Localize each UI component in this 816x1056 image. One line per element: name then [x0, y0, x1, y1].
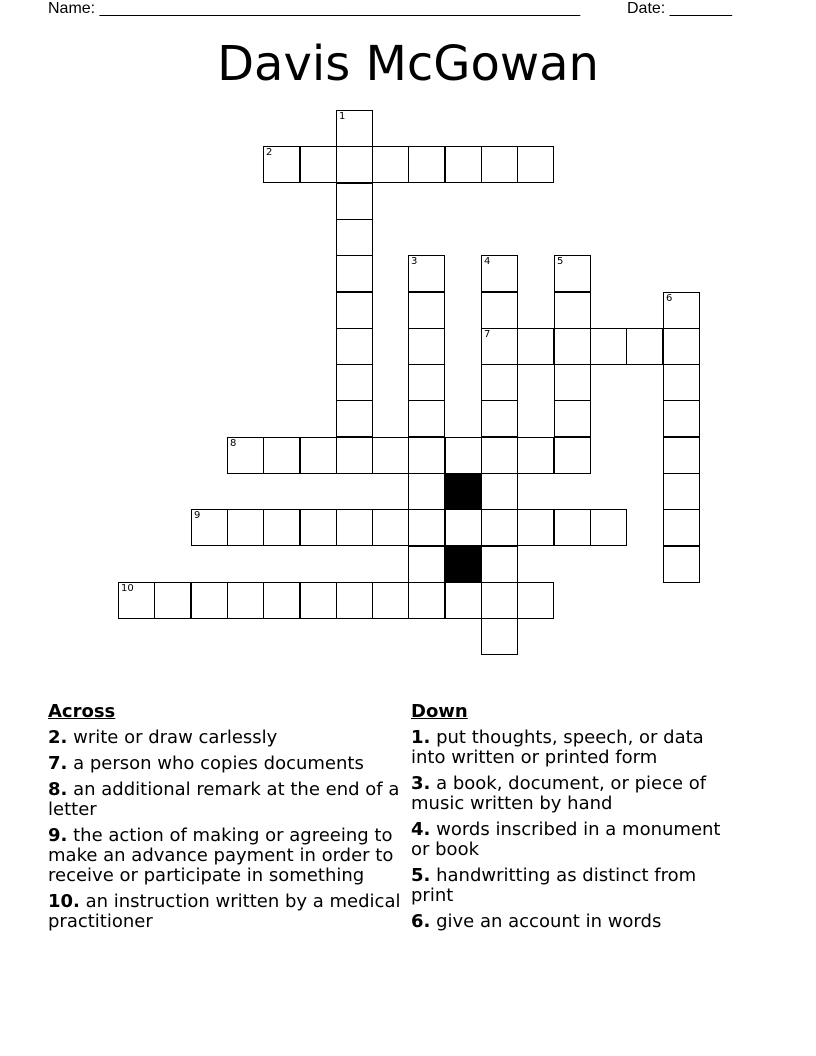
grid-cell[interactable]: [263, 582, 300, 619]
clue-number-label: 8: [230, 438, 237, 449]
across-clue: [48, 892, 406, 932]
grid-cell[interactable]: [372, 146, 409, 183]
grid-cell[interactable]: [663, 509, 700, 546]
grid-cell[interactable]: [481, 473, 518, 510]
grid-cell[interactable]: [300, 146, 337, 183]
grid-cell[interactable]: [336, 437, 373, 474]
clue-number-label: 10: [121, 583, 134, 594]
clue-number: 2.: [48, 727, 68, 748]
clue-text: give an account in words: [430, 911, 662, 932]
grid-cell[interactable]: [336, 183, 373, 220]
clue-number-label: 5: [557, 256, 564, 267]
grid-cell[interactable]: [663, 546, 700, 583]
grid-cell[interactable]: [408, 546, 445, 583]
clue-number-label: 7: [484, 329, 491, 340]
grid-cell[interactable]: [408, 437, 445, 474]
clue-number: 6.: [411, 911, 431, 932]
clue-number: 3.: [411, 773, 431, 794]
clue-number: 10.: [48, 891, 80, 912]
clue-number: 4.: [411, 819, 431, 840]
grid-cell[interactable]: [445, 437, 482, 474]
grid-cell[interactable]: [408, 364, 445, 401]
down-heading: Down: [411, 701, 468, 722]
grid-cell[interactable]: [336, 509, 373, 546]
clue-text: an additional remark at the end of a letter: [48, 779, 400, 820]
grid-cell[interactable]: [227, 582, 264, 619]
grid-cell[interactable]: [517, 582, 554, 619]
down-clue: [411, 820, 741, 860]
grid-cell[interactable]: [481, 255, 518, 292]
grid-cell[interactable]: [554, 364, 591, 401]
grid-cell[interactable]: [154, 582, 191, 619]
grid-cell[interactable]: [263, 509, 300, 546]
clue-number: 5.: [411, 865, 431, 886]
grid-cell[interactable]: [481, 546, 518, 583]
grid-cell[interactable]: [481, 509, 518, 546]
grid-cell[interactable]: [336, 292, 373, 329]
grid-cell[interactable]: [554, 400, 591, 437]
grid-cell[interactable]: [227, 509, 264, 546]
grid-cell[interactable]: [481, 328, 518, 365]
clue-number: 8.: [48, 779, 68, 800]
grid-cell[interactable]: [372, 509, 409, 546]
grid-cell[interactable]: [517, 146, 554, 183]
grid-cell[interactable]: [554, 328, 591, 365]
grid-cell[interactable]: [372, 437, 409, 474]
clue-number: 1.: [411, 727, 431, 748]
grid-cell[interactable]: [481, 400, 518, 437]
grid-cell[interactable]: [408, 582, 445, 619]
date-field-line: Date: _______: [627, 0, 732, 17]
across-clue: [48, 780, 406, 820]
grid-cell[interactable]: [191, 509, 228, 546]
grid-cell[interactable]: [663, 364, 700, 401]
grid-cell[interactable]: [481, 582, 518, 619]
grid-cell[interactable]: [336, 328, 373, 365]
grid-cell[interactable]: [626, 328, 663, 365]
grid-cell[interactable]: [372, 582, 409, 619]
down-clue: [411, 774, 741, 814]
clue-text: handwritting as distinct from print: [411, 865, 697, 906]
grid-cell[interactable]: [663, 328, 700, 365]
grid-cell[interactable]: [408, 509, 445, 546]
across-clue: [48, 826, 406, 886]
grid-cell[interactable]: [408, 292, 445, 329]
black-square: [445, 546, 482, 583]
grid-cell[interactable]: [263, 146, 300, 183]
clue-number-label: 1: [339, 111, 346, 122]
across-heading: Across: [48, 701, 116, 722]
grid-cell[interactable]: [554, 255, 591, 292]
grid-cell[interactable]: [481, 437, 518, 474]
grid-cell[interactable]: [408, 328, 445, 365]
grid-cell[interactable]: [554, 437, 591, 474]
grid-cell[interactable]: [663, 437, 700, 474]
down-clue: [411, 866, 741, 906]
across-clues: [48, 702, 406, 938]
grid-cell[interactable]: [517, 509, 554, 546]
down-clue: [411, 912, 741, 932]
grid-cell[interactable]: [445, 582, 482, 619]
black-square: [445, 473, 482, 510]
grid-cell[interactable]: [663, 292, 700, 329]
grid-cell[interactable]: [300, 437, 337, 474]
puzzle-title: Davis McGowan: [217, 36, 599, 92]
grid-cell[interactable]: [554, 292, 591, 329]
clue-text: write or draw carlessly: [67, 727, 278, 748]
clue-number: 7.: [48, 753, 68, 774]
grid-cell[interactable]: [408, 400, 445, 437]
down-clue: [411, 728, 741, 768]
grid-cell[interactable]: [336, 146, 373, 183]
grid-cell[interactable]: [663, 473, 700, 510]
clue-number-label: 4: [484, 256, 491, 267]
grid-cell[interactable]: [408, 146, 445, 183]
grid-cell[interactable]: [408, 255, 445, 292]
grid-cell[interactable]: [263, 437, 300, 474]
grid-cell[interactable]: [191, 582, 228, 619]
grid-cell[interactable]: [336, 219, 373, 256]
grid-cell[interactable]: [300, 509, 337, 546]
clue-text: a person who copies documents: [67, 753, 364, 774]
grid-cell[interactable]: [408, 473, 445, 510]
across-clue: [48, 754, 406, 774]
grid-cell[interactable]: [336, 110, 373, 147]
grid-cell[interactable]: [663, 400, 700, 437]
grid-cell[interactable]: [590, 328, 627, 365]
grid-cell[interactable]: [336, 582, 373, 619]
grid-cell[interactable]: [445, 146, 482, 183]
clue-text: put thoughts, speech, or data into written or printed form: [411, 727, 704, 768]
grid-cell[interactable]: [481, 146, 518, 183]
grid-cell[interactable]: [336, 400, 373, 437]
grid-cell[interactable]: [227, 437, 264, 474]
clue-number-label: 6: [666, 293, 673, 304]
grid-cell[interactable]: [118, 582, 155, 619]
grid-cell[interactable]: [590, 509, 627, 546]
clue-text: words inscribed in a monument or book: [411, 819, 721, 860]
clue-text: an instruction written by a medical practitioner: [48, 891, 401, 932]
across-clue: [48, 728, 406, 748]
grid-cell[interactable]: [554, 509, 591, 546]
grid-cell[interactable]: [481, 292, 518, 329]
grid-cell[interactable]: [336, 255, 373, 292]
grid-cell[interactable]: [481, 618, 518, 655]
down-clues: [411, 702, 741, 938]
grid-cell[interactable]: [481, 364, 518, 401]
clue-text: the action of making or agreeing to make an advance payment in order to receive or participate in something: [48, 825, 394, 886]
name-field-line: Name: ______________________________________________________: [48, 0, 581, 17]
clue-number-label: 2: [266, 147, 273, 158]
grid-cell[interactable]: [517, 437, 554, 474]
grid-cell[interactable]: [517, 328, 554, 365]
clue-number: 9.: [48, 825, 68, 846]
grid-cell[interactable]: [300, 582, 337, 619]
grid-cell[interactable]: [445, 509, 482, 546]
clue-text: a book, document, or piece of music written by hand: [411, 773, 707, 814]
clue-number-label: 9: [194, 510, 201, 521]
clue-number-label: 3: [411, 256, 418, 267]
grid-cell[interactable]: [336, 364, 373, 401]
